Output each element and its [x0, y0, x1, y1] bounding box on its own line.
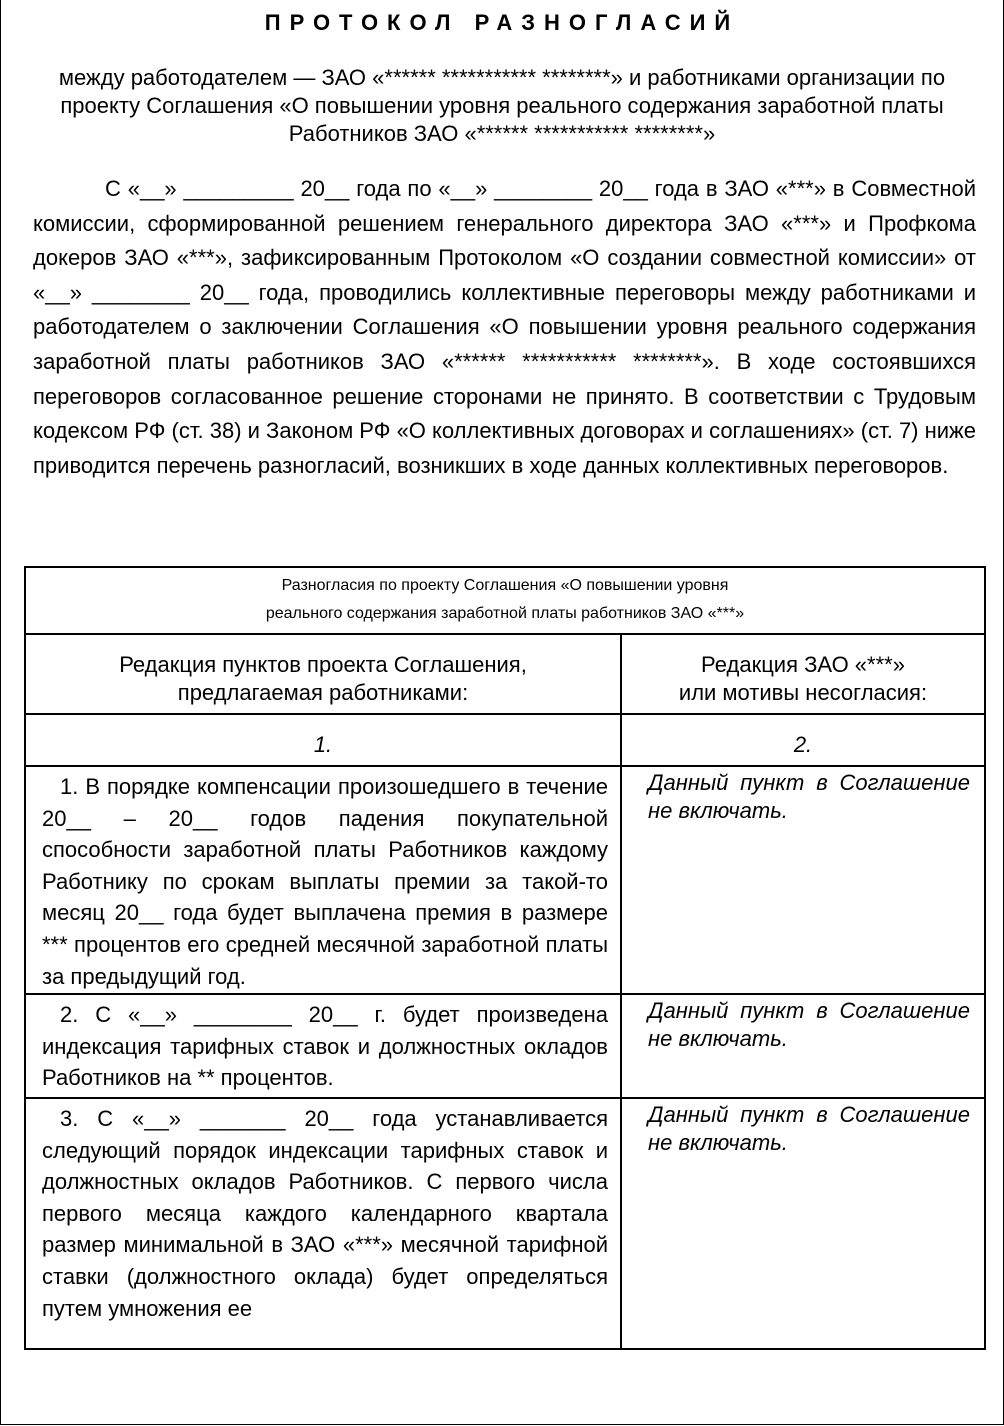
table-row [26, 995, 984, 1099]
proposal-cell: 3. С «__» _______ 20__ года устанавливается следующий порядок индексации тарифных ставок и должностных окладов Работников. С первого числа первого месяца каждого календарного квартала размер минимальной в ЗАО «***» месячной тарифной ставки (должностного оклада) будет определяться путем умножения ее [26, 1099, 622, 1348]
response-cell: Данный пункт в Соглашение не включать. [648, 1102, 970, 1155]
table-caption [26, 568, 984, 628]
table-row [26, 1099, 984, 1348]
table-caption-line2: реального содержания заработной платы работников ЗАО «***» [265, 605, 745, 622]
disagreements-table [24, 566, 986, 1350]
col1-header-line1: Редакция пунктов проекта Соглашения, [119, 652, 527, 677]
table-header-row [26, 635, 984, 715]
response-cell: Данный пункт в Соглашение не включать. [648, 998, 970, 1051]
document-title: ПРОТОКОЛ РАЗНОГЛАСИЙ [264, 10, 740, 35]
column-number-row [26, 715, 984, 767]
table-caption-row [26, 568, 984, 635]
table-row [26, 767, 984, 995]
col1-header [26, 635, 622, 713]
col2-header-line2: или мотивы несогласия: [678, 680, 928, 705]
col1-number: 1. [26, 715, 622, 765]
col2-header-line1: Редакция ЗАО «***» [701, 652, 905, 677]
proposal-cell: 2. С «__» ________ 20__ г. будет произведена индексация тарифных ставок и должностных окладов Работников на ** процентов. [26, 995, 622, 1097]
table-caption-line1: Разногласия по проекту Соглашения «О повышении уровня [281, 577, 729, 594]
col2-number: 2. [793, 732, 813, 757]
response-cell: Данный пункт в Соглашение не включать. [648, 770, 970, 823]
proposal-cell: 1. В порядке компенсации произошедшего в течение 20__ – 20__ годов падения покупательной способности заработной платы Работников каждому Работнику по срокам выплаты премии за такой-то месяц 20__ года будет выплачена премия в размере *** процентов его средней месячной заработной платы за предыдущий год. [26, 767, 622, 993]
intro-paragraph: С «__» _________ 20__ года по «__» ________ 20__ года в ЗАО «***» в Совместной комиссии, сформированной решением генерального директора ЗАО «***» и Профкома докеров ЗАО «***», зафиксированным Протоколом «О создании совместной комиссии» от «__» ________ 20__ года, проводились коллективные переговоры между работниками и работодателем о заключении Соглашения «О повышении уровня реального содержания заработной платы работников ЗАО «****** *********** ********». В ходе состоявшихся переговоров согласованное решение сторонами не принято. В соответствии с Трудовым кодексом РФ (ст. 38) и Законом РФ «О коллективных договорах и соглашениях» (ст. 7) ниже приводится перечень разногласий, возникших в ходе данных коллективных переговоров. [33, 176, 977, 478]
document-subtitle: между работодателем — ЗАО «****** *********** ********» и работниками организации по проекту Соглашения «О повышении уровня реального содержания заработной платы Работников ЗАО «****** *********** ********» [58, 65, 946, 146]
col2-header [622, 635, 984, 713]
col1-header-line2: предлагаемая работниками: [177, 680, 469, 705]
